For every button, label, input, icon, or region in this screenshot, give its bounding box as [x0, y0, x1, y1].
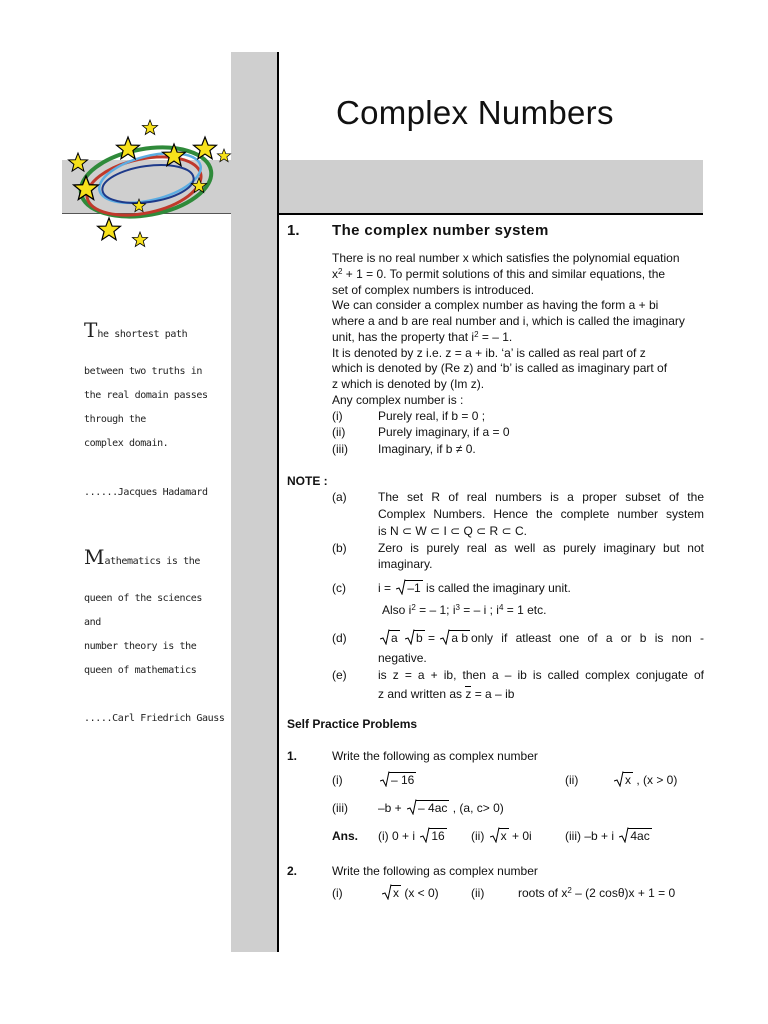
sqrt-icon: x	[382, 886, 401, 900]
note-label-e: (e)	[332, 668, 347, 682]
type-text: Purely imaginary, if a = 0	[378, 425, 510, 439]
spp-q2-ii-label: (ii)	[471, 886, 485, 900]
answer-ii: (ii) x + 0i	[471, 829, 532, 843]
quote-2-line-1: Mathematics is the	[84, 545, 201, 569]
quote-1-line-3: the real domain passes	[84, 390, 208, 401]
spp-q1-iii-label: (iii)	[332, 801, 348, 815]
quote-1-line-4: through the	[84, 414, 146, 425]
spp-q2-i-label: (i)	[332, 886, 343, 900]
quote-2-line-4: number theory is the	[84, 641, 197, 652]
note-a-line-3: is N ⊂ W ⊂ I ⊂ Q ⊂ R ⊂ C.	[378, 524, 527, 538]
paragraph-line: There is no real number x which satisfies the polynomial equation	[332, 251, 680, 265]
spp-q1-text: Write the following as complex number	[332, 749, 538, 763]
note-d-formula: a b = a b	[378, 631, 470, 645]
sqrt-icon: – 16	[380, 773, 416, 787]
quote-1-line-1: The shortest path	[84, 318, 188, 342]
quote-1-line-2: between two truths in	[84, 366, 203, 377]
note-d-line-2: negative.	[378, 651, 427, 665]
note-b-line-1: Zero is purely real as well as purely imaginary but not	[378, 541, 704, 555]
note-heading: NOTE :	[287, 474, 328, 488]
sqrt-icon: x	[614, 773, 633, 787]
spp-q1-number: 1.	[287, 749, 298, 763]
note-label-b: (b)	[332, 541, 347, 555]
spp-q2-ii-expr: roots of $x^2 - (2$ cosθ)x + 1 = 0	[518, 886, 676, 900]
paragraph-line: Any complex number is :	[332, 393, 464, 407]
note-label-d: (d)	[332, 631, 347, 645]
spp-q1-i-expr	[378, 773, 416, 787]
spp-q1-ii-label: (ii)	[565, 773, 579, 787]
type-label: (i)	[332, 409, 343, 423]
quote-2-author: .....Carl Friedrich Gauss	[84, 713, 225, 724]
type-text: Imaginary, if b ≠ 0.	[378, 442, 476, 456]
quote-2-line-5: queen of mathematics	[84, 665, 197, 676]
paragraph-line: $x^2 + 1 = 0$. To permit solutions of this and similar equations, the	[332, 267, 666, 281]
section-heading: The complex number system	[332, 222, 549, 239]
paragraph-line: where a and b are real number and i, which is called the imaginary	[332, 314, 685, 328]
answer-i: (i) 0 + i 16	[378, 829, 445, 843]
note-c-line-2: Also $i^2$ = – 1; $i^3$ = – i ; $i^4 = 1$ etc.	[382, 603, 547, 617]
sqrt-icon: x	[490, 829, 509, 843]
spp-q2-number: 2.	[287, 864, 298, 878]
type-label: (ii)	[332, 425, 346, 439]
paragraph-line: set of complex numbers is introduced.	[332, 283, 535, 297]
sqrt-icon: –1	[396, 581, 422, 595]
section-number: 1.	[287, 222, 300, 239]
page-title: Complex Numbers	[336, 94, 614, 131]
spp-q2-i-expr: x (x < 0)	[380, 886, 439, 900]
vertical-banner-bar	[231, 52, 279, 952]
paragraph-line: unit, has the property that $i^2$ = – 1.	[332, 330, 513, 344]
sqrt-icon: a	[380, 631, 400, 645]
note-b-line-2: imaginary.	[378, 557, 433, 571]
stars-logo-icon	[64, 116, 234, 252]
sqrt-icon: a b	[440, 631, 470, 645]
sqrt-icon: b	[405, 631, 425, 645]
paragraph-line: It is denoted by z i.e. z = a + ib. ‘a’ is called as real part of z	[332, 346, 646, 360]
type-text: Purely real, if b = 0 ;	[378, 409, 486, 423]
note-d-line-1: only if atleast one of a or b is non -	[471, 631, 704, 645]
spp-q1-ii-expr: x , (x > 0)	[612, 773, 677, 787]
quote-1-author: ......Jacques Hadamard	[84, 487, 208, 498]
sqrt-icon: – 4ac	[407, 801, 449, 815]
banner-rule	[279, 213, 703, 215]
note-a-line-1: The set R of real numbers is a proper subset of the	[378, 490, 704, 504]
note-c-line-1: i = –1 is called the imaginary unit.	[378, 581, 571, 595]
type-label: (iii)	[332, 442, 348, 456]
sqrt-icon: 4ac	[619, 829, 651, 843]
paragraph-line: z which is denoted by (Im z).	[332, 377, 485, 391]
paragraph-line: which is denoted by (Re z) and ‘b’ is called as imaginary part of	[332, 361, 668, 375]
spp-heading: Self Practice Problems	[287, 717, 418, 731]
note-e-line-1: is z = a + ib, then a – ib is called complex conjugate of	[378, 668, 704, 682]
answer-iii: (iii) –b + i 4ac	[565, 829, 650, 843]
quote-2-line-2: queen of the sciences	[84, 593, 203, 604]
note-label-c: (c)	[332, 581, 346, 595]
note-label-a: (a)	[332, 490, 347, 504]
quote-2-line-3: and	[84, 617, 101, 628]
note-a-line-2: Complex Numbers. Hence the complete number system	[378, 507, 704, 521]
answer-label: Ans.	[332, 829, 359, 843]
paragraph-line: We can consider a complex number as having the form a + bi	[332, 298, 659, 312]
note-e-line-2: z and written as z = a – ib	[378, 687, 515, 701]
horizontal-banner-bar	[279, 160, 703, 214]
spp-q2-text: Write the following as complex number	[332, 864, 538, 878]
spp-q1-iii-expr: –b + – 4ac , (a, c> 0)	[378, 801, 504, 815]
spp-q1-i-label: (i)	[332, 773, 343, 787]
sqrt-icon: 16	[420, 829, 446, 843]
quote-1-line-5: complex domain.	[84, 438, 169, 449]
